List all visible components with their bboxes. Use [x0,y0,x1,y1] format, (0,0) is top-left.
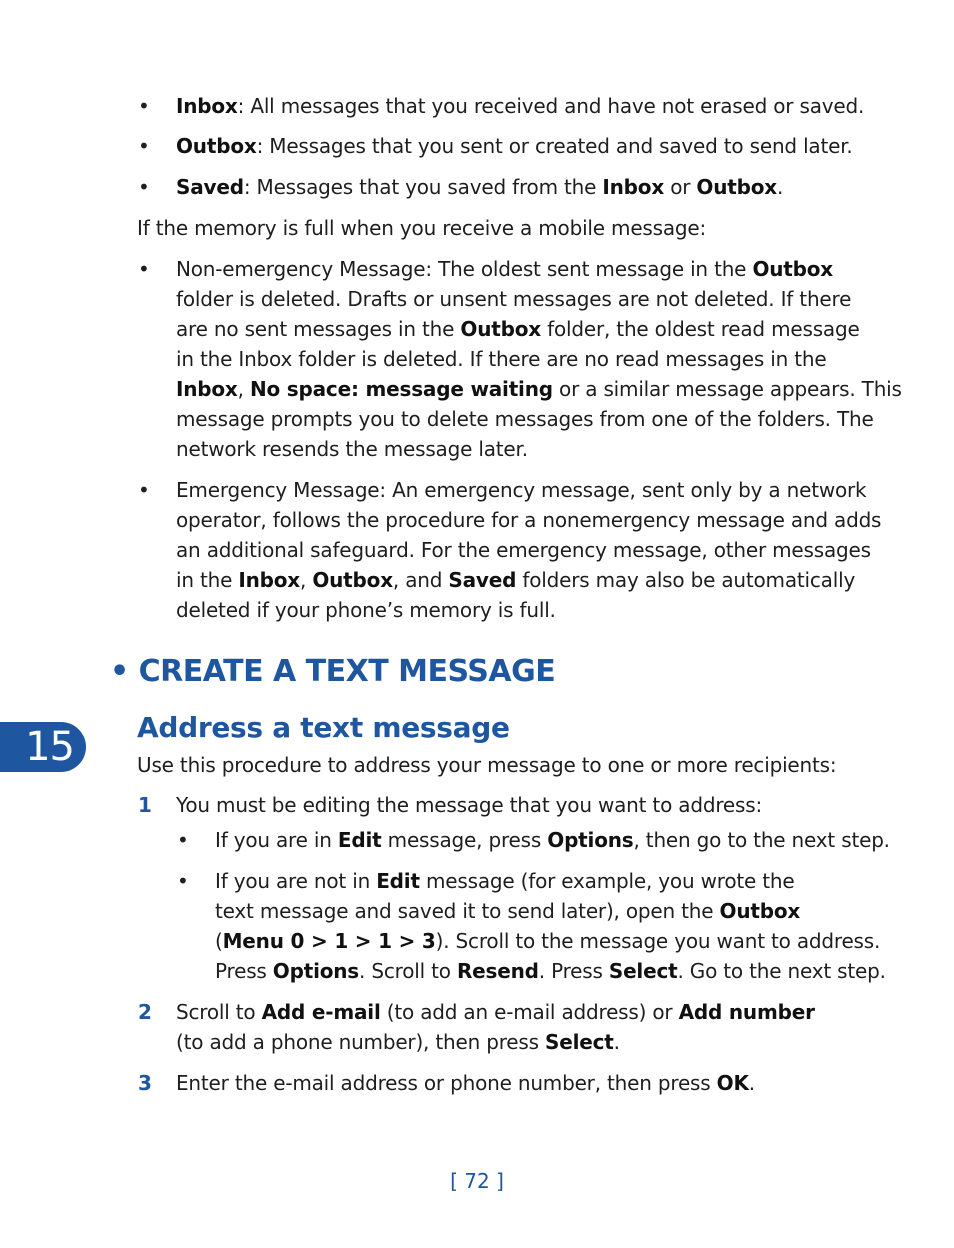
bullet: • [138,134,150,158]
bullet: • [138,175,150,199]
saved-description: Saved: Messages that you saved from the Inbox or Outbox. [176,175,784,199]
bullet: • [138,478,150,502]
section-title: • CREATE A TEXT MESSAGE [110,654,556,689]
inbox-description: Inbox: All messages that you received and have not erased or saved. [176,94,865,118]
subsection-title: Address a text message [137,711,510,744]
bullet: • [138,94,150,118]
page-number: [ 72 ] [450,1169,504,1193]
step-1a-text: If you are in Edit message, press Options, then go to the next step. [215,828,890,852]
bullet: • [138,257,150,281]
outbox-description: Outbox: Messages that you sent or created and saved to send later. [176,134,853,158]
bullet: • [177,869,189,893]
step-1-text: You must be editing the message that you want to address: [176,793,762,817]
step-number: 3 [138,1071,152,1095]
memory-intro: If the memory is full when you receive a mobile message: [137,216,707,240]
step-number: 2 [138,1000,152,1024]
procedure-intro: Use this procedure to address your message to one or more recipients: [137,753,837,777]
step-number: 1 [138,793,152,817]
bullet: • [177,828,189,852]
chapter-tab: 15 [0,722,86,772]
step-3-text: Enter the e-mail address or phone number, then press OK. [176,1071,755,1095]
